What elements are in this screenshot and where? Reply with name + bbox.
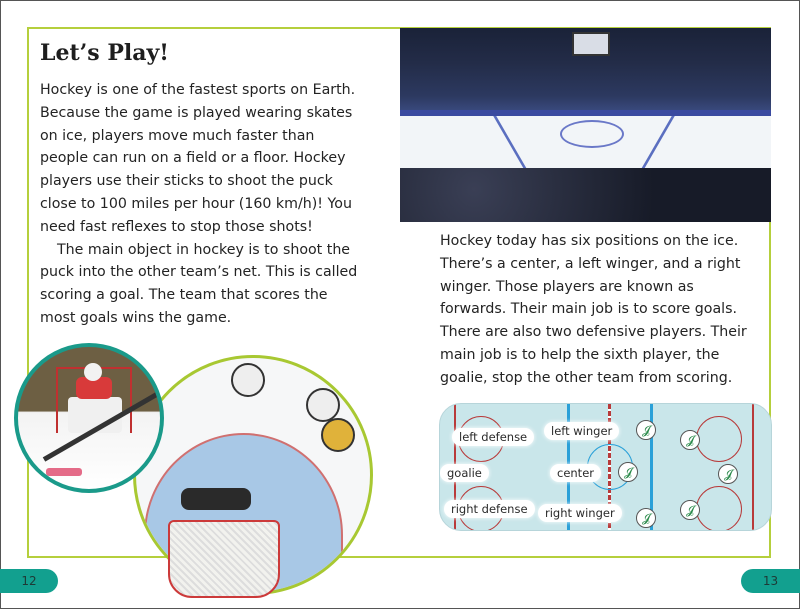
faceoff-circle <box>696 416 742 462</box>
text-line: need fast reflexes to stop those shots! <box>40 218 313 235</box>
stick-blade <box>46 468 82 476</box>
center-ice-logo <box>560 120 624 148</box>
text-line: puck into the other team’s net. This is called <box>40 264 358 281</box>
stick-icon: 𝓙 <box>636 420 656 440</box>
text-line: on ice, players move much faster than <box>40 127 315 144</box>
text-line: main job is to help the sixth player, the <box>440 346 720 363</box>
arena-photo <box>400 28 771 222</box>
left-text-block <box>40 79 370 330</box>
text-line: Hockey is one of the fastest sports on Earth. <box>40 82 356 98</box>
stick-icon: 𝓙 <box>718 464 738 484</box>
label-right-winger: right winger <box>538 504 622 522</box>
text-line: The main object in hockey is to shoot the <box>57 241 351 258</box>
stick-icon: 𝓙 <box>636 508 656 528</box>
text-line: Hockey today has six positions on the ice. <box>440 233 739 249</box>
faceoff-circle <box>696 486 742 531</box>
player <box>306 388 340 422</box>
page-title: Let’s Play! <box>40 40 169 66</box>
goalie-helmet <box>84 363 102 381</box>
label-left-winger: left winger <box>544 422 619 440</box>
text-line: players use their sticks to shoot the puck <box>40 173 333 190</box>
text-line: most goals wins the game. <box>40 309 232 326</box>
label-right-defense: right defense <box>444 500 535 518</box>
scoreboard <box>572 32 610 56</box>
text-line: goalie, stop the other team from scoring. <box>440 369 733 386</box>
text-line: forwards. Their main job is to score goals. <box>440 301 738 318</box>
text-line: Because the game is played wearing skates <box>40 104 353 121</box>
text-line: scoring a goal. The team that scores the <box>40 287 328 304</box>
label-goalie: goalie <box>440 464 489 482</box>
page-number-left: 12 <box>0 569 58 593</box>
text-line: close to 100 miles per hour (160 km/h)! You <box>40 195 352 212</box>
goalie-sprawled <box>181 488 251 510</box>
player <box>231 363 265 397</box>
goalie-photo <box>14 343 164 493</box>
label-left-defense: left defense <box>452 428 534 446</box>
crowd <box>400 168 771 222</box>
player <box>321 418 355 452</box>
rink-positions-diagram <box>439 403 772 531</box>
text-line: winger. Those players are known as <box>440 278 694 295</box>
text-line: people can run on a field or a floor. Hockey <box>40 150 346 167</box>
goal-net <box>168 520 280 598</box>
label-center: center <box>550 464 601 482</box>
stick-icon: 𝓙 <box>680 430 700 450</box>
text-line: There are also two defensive players. Their <box>440 324 747 341</box>
right-text-block <box>440 230 775 390</box>
stick-icon: 𝓙 <box>618 462 638 482</box>
text-line: There’s a center, a left winger, and a right <box>440 255 741 272</box>
stick-icon: 𝓙 <box>680 500 700 520</box>
goal-line <box>752 404 754 530</box>
page-number-right: 13 <box>741 569 800 593</box>
